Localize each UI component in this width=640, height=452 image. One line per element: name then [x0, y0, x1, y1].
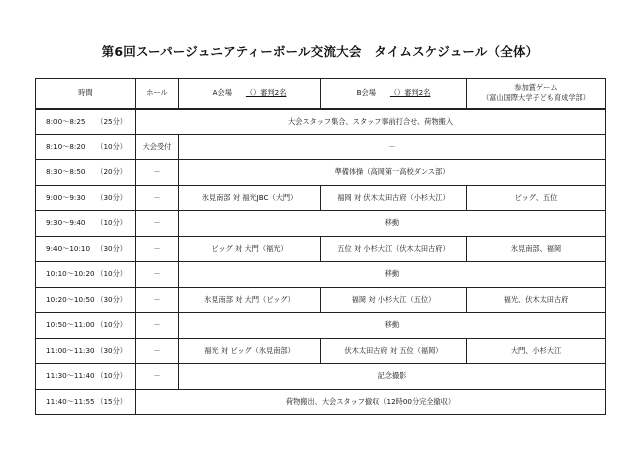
- venue-a-referee: （）審判2名: [245, 88, 287, 98]
- span-cell: 準備体操（高岡第一高校ダンス部）: [179, 160, 606, 186]
- prize-title: 参加賞ゲーム: [514, 83, 558, 93]
- table-row: [36, 134, 606, 160]
- table-row: [36, 287, 606, 313]
- table-row: [36, 313, 606, 339]
- hole-cell: －: [136, 313, 179, 339]
- hole-cell: －: [136, 160, 179, 186]
- venue-a-cell: 氷見南部 対 福光JBC（大門）: [179, 185, 321, 211]
- time-cell: 10:50～11:00 （10分）: [36, 313, 136, 339]
- time-cell: 9:30～9:40 （10分）: [36, 211, 136, 237]
- venue-b-cell: 福岡 対 伏木太田古府（小杉大江）: [321, 185, 467, 211]
- table-row: [36, 160, 606, 186]
- table-row: [36, 211, 606, 237]
- venue-a-label: A会場: [212, 88, 232, 98]
- span-cell: 移動: [179, 211, 606, 237]
- span-cell: －: [179, 134, 606, 160]
- time-cell: 9:40～10:10 （30分）: [36, 236, 136, 262]
- table-row: [36, 185, 606, 211]
- time-cell: 8:00～8:25 （25分）: [36, 109, 136, 135]
- page-title: 第6回スーパージュニアティーボール交流大会 タイムスケジュール（全体）: [101, 44, 539, 59]
- span-cell: 大会スタッフ集合、スタッフ事前打合せ、荷物搬入: [136, 109, 606, 135]
- hole-cell: －: [136, 262, 179, 288]
- table-row: [36, 262, 606, 288]
- prize-cell: 氷見南部、福岡: [467, 236, 606, 262]
- time-cell: 8:10～8:20 （10分）: [36, 134, 136, 160]
- hole-cell: －: [136, 287, 179, 313]
- table-row: [36, 338, 606, 364]
- table-row: [36, 236, 606, 262]
- venue-b-cell: 伏木太田古府 対 五位（福岡）: [321, 338, 467, 364]
- prize-cell: ビッグ、五位: [467, 185, 606, 211]
- venue-a-cell: ビッグ 対 大門（福光）: [179, 236, 321, 262]
- hole-cell: 大会受付: [136, 134, 179, 160]
- time-cell: 9:00～9:30 （30分）: [36, 185, 136, 211]
- table-row: [36, 389, 606, 415]
- time-cell: 11:40～11:55 （15分）: [36, 389, 136, 415]
- venue-b-referee: （）審判2名: [389, 88, 431, 98]
- hole-cell: －: [136, 236, 179, 262]
- venue-a-cell: 氷見南部 対 大門（ビッグ）: [179, 287, 321, 313]
- venue-b-cell: 福岡 対 小杉大江（五位）: [321, 287, 467, 313]
- span-cell: 移動: [179, 313, 606, 339]
- schedule-table: [35, 78, 606, 415]
- header-hole: ホール: [136, 79, 179, 109]
- table-row: [36, 364, 606, 390]
- prize-subtitle: （富山国際大学子ども育成学部）: [482, 93, 590, 103]
- hole-cell: －: [136, 364, 179, 390]
- hole-cell: －: [136, 338, 179, 364]
- venue-a-cell: 福光 対 ビッグ（氷見南部）: [179, 338, 321, 364]
- header-venue-b: [321, 79, 467, 109]
- table-header-row: [36, 79, 606, 109]
- span-cell: 移動: [179, 262, 606, 288]
- time-cell: 10:10～10:20 （10分）: [36, 262, 136, 288]
- time-cell: 8:30～8:50 （20分）: [36, 160, 136, 186]
- prize-cell: 大門、小杉大江: [467, 338, 606, 364]
- time-cell: 11:30～11:40 （10分）: [36, 364, 136, 390]
- span-cell: 記念撮影: [179, 364, 606, 390]
- time-cell: 10:20～10:50 （30分）: [36, 287, 136, 313]
- header-prize-game: [467, 79, 606, 109]
- time-cell: 11:00～11:30 （30分）: [36, 338, 136, 364]
- hole-cell: －: [136, 185, 179, 211]
- header-venue-a: [179, 79, 321, 109]
- hole-cell: －: [136, 211, 179, 237]
- prize-cell: 福光、伏木太田古府: [467, 287, 606, 313]
- header-time: 時間: [36, 79, 136, 109]
- span-cell: 荷物搬出、大会スタッフ撤収（12時00分完全撤収）: [136, 389, 606, 415]
- table-row: [36, 109, 606, 135]
- venue-b-label: B会場: [356, 88, 376, 98]
- venue-b-cell: 五位 対 小杉大江（伏木太田古府）: [321, 236, 467, 262]
